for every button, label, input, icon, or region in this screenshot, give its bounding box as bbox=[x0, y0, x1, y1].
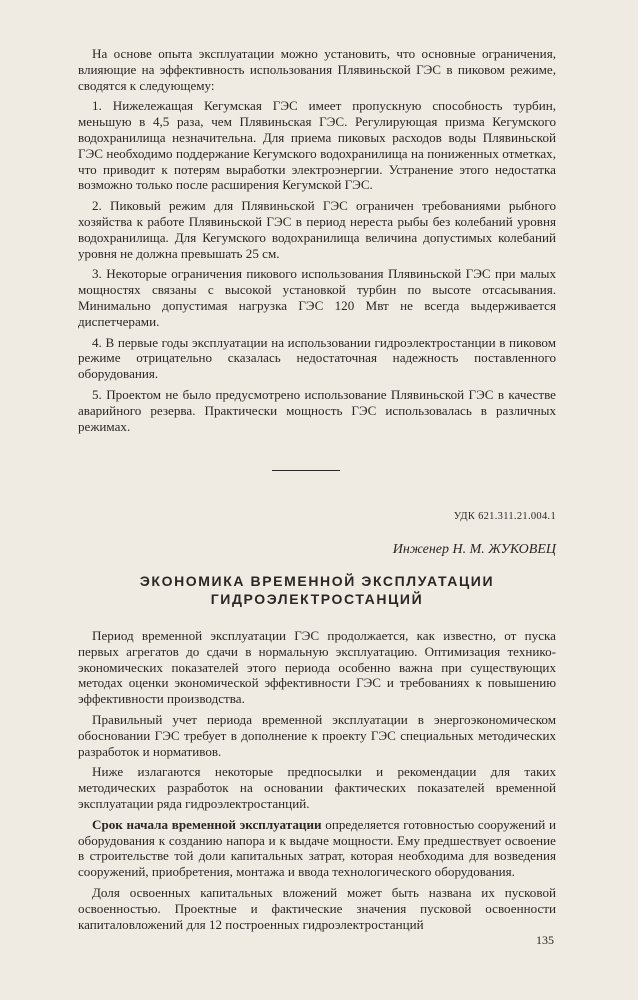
list-item-5: 5. Проектом не было предусмотрено использование Плявиньской ГЭС в качестве аварийного резерва. Практически мощность ГЭС использовалась в различных режимах. bbox=[78, 386, 556, 434]
paragraph-lead-heading: Срок начала временной эксплуатации bbox=[92, 816, 322, 832]
title-line-1: ЭКОНОМИКА ВРЕМЕННОЙ ЭКСПЛУАТАЦИИ bbox=[139, 573, 495, 589]
list-item-1: 1. Нижележащая Кегумская ГЭС имеет пропускную способность турбин, меньшую в 4,5 раза, чем Плявиньская ГЭС. Регулирующая призма Кегумского водохранилища незначительна. Для приема пиковых расходов воды Плявиньской ГЭС необходимо поддержание Кегумского водохранилища на пониженных отметках, что приводит к потерям выработки электроэнергии. Устранение этого недостатка возможно только после расширения Кегумской ГЭС. bbox=[78, 98, 556, 193]
list-item-2: 2. Пиковый режим для Плявиньской ГЭС ограничен требованиями рыбного хозяйства к работе Плявиньской ГЭС в период нереста рыбы без колебаний уровня водохранилища. Для Кегумского водохранилища величина допустимых колебаний уровня не должна превышать 25 см. bbox=[78, 198, 556, 261]
top-section bbox=[78, 46, 556, 434]
list-item-4: 4. В первые годы эксплуатации на использовании гидроэлектростанции в пиковом режиме отрицательно сказалась недостаточная надежность поставленного оборудования. bbox=[78, 334, 556, 382]
list-item-3: 3. Некоторые ограничения пикового использования Плявиньской ГЭС при малых мощностях связаны с высокой установкой турбин по высоте отсасывания. Минимально допустимая нагрузка ГЭС 120 Мвт не всегда выдерживается диспетчерами. bbox=[78, 266, 556, 329]
article-paragraph-1: Период временной эксплуатации ГЭС продолжается, как известно, от пуска первых агрегатов до сдачи в нормальную эксплуатацию. Оптимизация технико-экономических показателей этого периода особенно важна при существующих методах оценки экономической эффективности ГЭС и требованиях к повышению эффективности производства. bbox=[78, 628, 556, 707]
section-divider bbox=[272, 470, 340, 471]
article-title bbox=[78, 572, 556, 608]
udc-code: УДК 621.311.21.004.1 bbox=[453, 511, 556, 522]
paragraph-4-text: определяется готовностью сооружений и оборудования к созданию напора и к выдаче мощности. Ему предшествует освоение в строительстве той доли капитальных затрат, которая необходима для возведения сооружений, приобретения, монтажа и ввода технологического оборудования. bbox=[78, 816, 557, 880]
title-line-2: ГИДРОЭЛЕКТРОСТАНЦИЙ bbox=[210, 591, 424, 607]
article-body bbox=[78, 628, 556, 932]
article-paragraph-3: Ниже излагаются некоторые предпосылки и рекомендации для таких методических разработок на основании фактических показателей временной эксплуатации ряда гидроэлектростанций. bbox=[78, 764, 556, 811]
author-line: Инженер Н. М. ЖУКОВЕЦ bbox=[392, 542, 556, 557]
article-paragraph-2: Правильный учет периода временной эксплуатации в энергоэкономическом обосновании ГЭС требует в дополнение к проекту ГЭС специальных методических разработок и нормативов. bbox=[78, 711, 556, 759]
article-paragraph-5: Доля освоенных капитальных вложений может быть названа их пусковой освоенностью. Проектные и фактические значения пусковой освоенности капиталовложений для 12 построенных гидроэлектростанций bbox=[78, 884, 556, 932]
intro-paragraph: На основе опыта эксплуатации можно установить, что основные ограничения, влияющие на эффективность использования Плявиньской ГЭС в пиковом режиме, сводятся к следующему: bbox=[78, 46, 556, 93]
page-number: 135 bbox=[536, 933, 554, 947]
article-paragraph-4 bbox=[78, 817, 556, 880]
